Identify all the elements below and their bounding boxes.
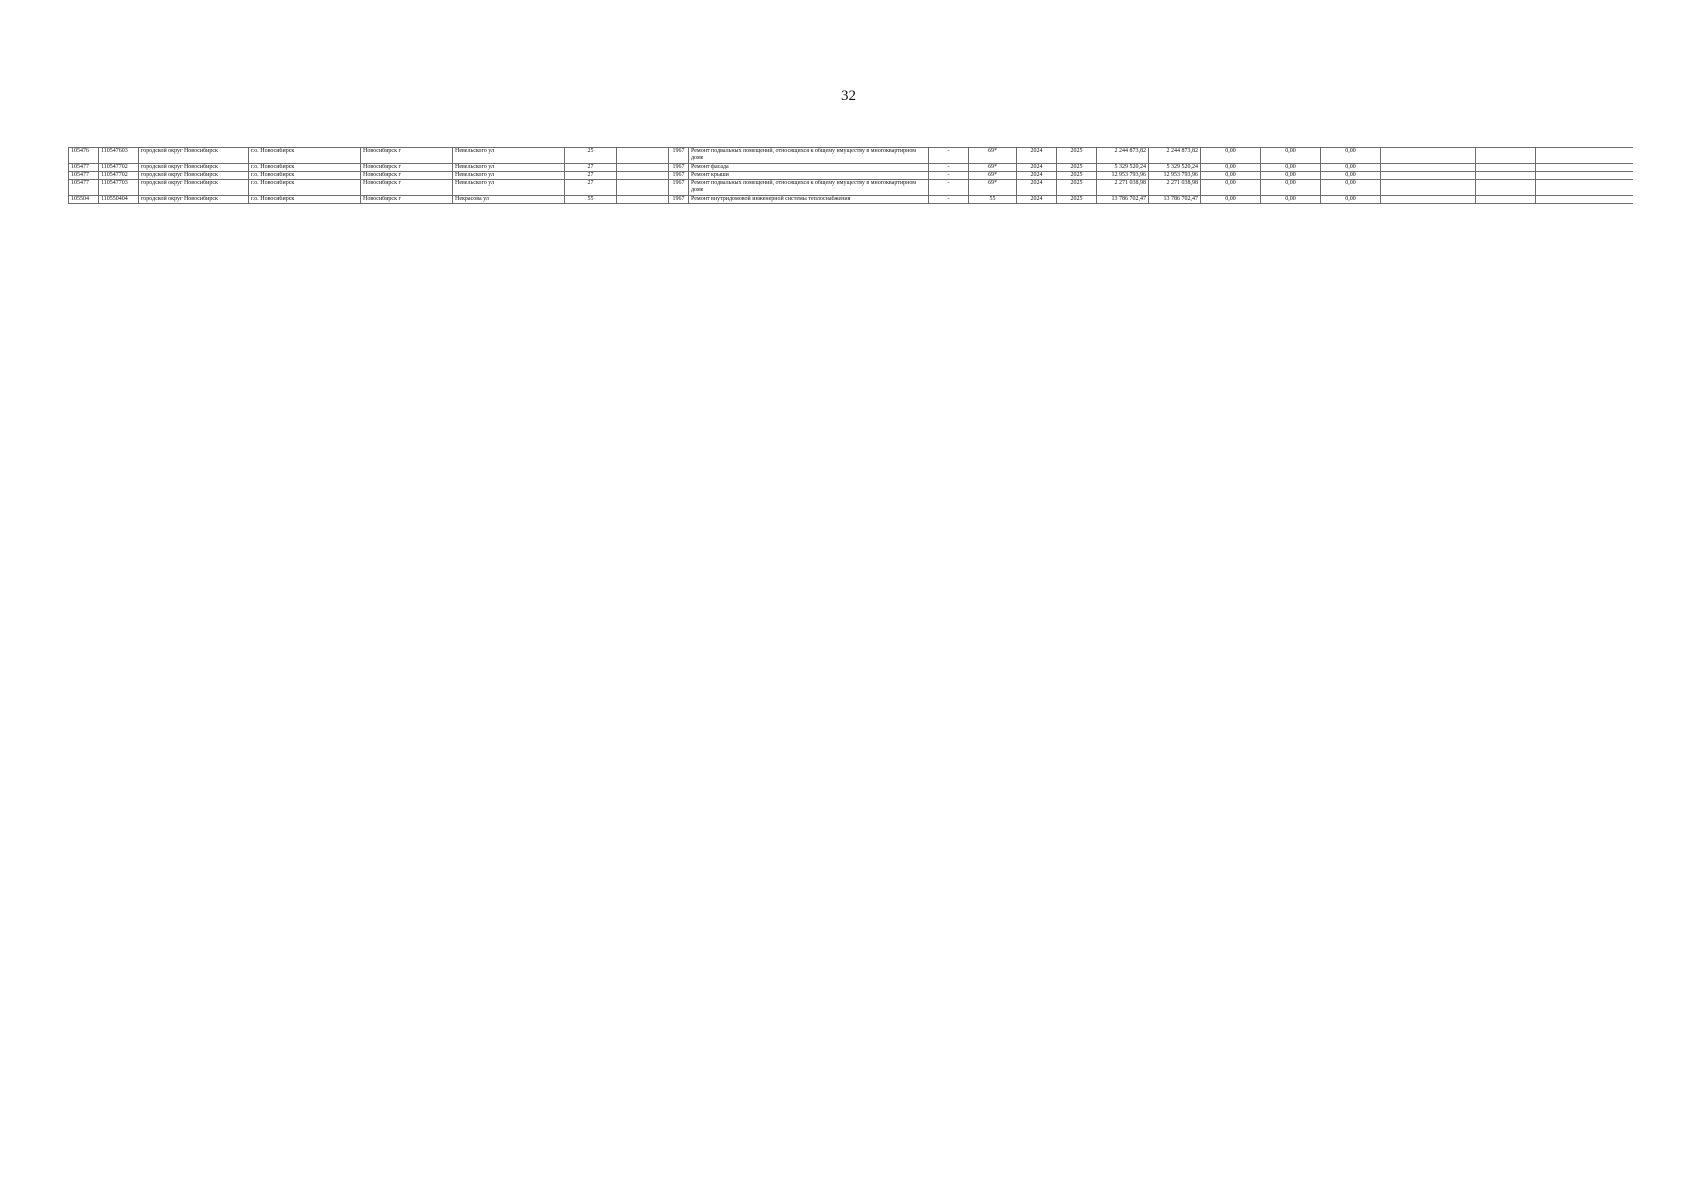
table-cell: 0,00 [1201,148,1261,164]
table-cell [1476,172,1536,180]
table-cell [1381,148,1476,164]
table-cell: 1967 [669,196,689,204]
table-cell: 2024 [1017,196,1057,204]
table-cell [1476,180,1536,196]
table-cell: - [929,172,969,180]
table-cell: 55 [565,196,617,204]
table-cell: 55 [969,196,1017,204]
table-cell: 27 [565,180,617,196]
table-cell [617,172,669,180]
table-cell: 0,00 [1201,196,1261,204]
table-cell: 5 329 520,24 [1149,164,1201,172]
table-cell: Новосибирск г [361,148,453,164]
table-cell: 0,00 [1321,172,1381,180]
table-cell: 105477 [69,164,99,172]
table-cell: 105504 [69,196,99,204]
table-cell [1476,148,1536,164]
table-cell: 1967 [669,172,689,180]
table-cell [1381,180,1476,196]
table-cell: городской округ Новосибирск [139,180,249,196]
table-cell: 2025 [1057,172,1097,180]
table-cell: г.о. Новосибирск [249,196,361,204]
table-cell: - [929,164,969,172]
table-cell: 2024 [1017,172,1057,180]
table-cell: Ремонт фасада [689,164,929,172]
table-cell [1536,196,1634,204]
table-cell: 2025 [1057,164,1097,172]
table-cell [1536,164,1634,172]
table-cell: Новосибирск г [361,196,453,204]
table-cell: городской округ Новосибирск [139,172,249,180]
table-cell: Ремонт крыши [689,172,929,180]
table-cell: городской округ Новосибирск [139,148,249,164]
table-cell [1476,164,1536,172]
table-cell [617,196,669,204]
table-cell: 2025 [1057,180,1097,196]
table-cell [1381,172,1476,180]
program-table [68,147,1633,204]
table-row [69,148,1634,164]
table-cell: 25 [565,148,617,164]
table-cell: Новосибирск г [361,172,453,180]
table-cell: 110547603 [99,148,139,164]
program-table-container [68,147,1633,1157]
table-cell: 2024 [1017,164,1057,172]
table-cell: 2 244 873,82 [1149,148,1201,164]
table-cell: 110547702 [99,172,139,180]
table-cell [1381,196,1476,204]
table-cell: 0,00 [1321,196,1381,204]
table-cell: городской округ Новосибирск [139,196,249,204]
table-cell: 12 953 793,96 [1097,172,1149,180]
page-number: 32 [841,88,856,104]
table-cell: 110547703 [99,180,139,196]
table-cell: 69* [969,148,1017,164]
table-cell: - [929,148,969,164]
table-body [69,148,1634,204]
table-cell: 1967 [669,148,689,164]
table-cell [1536,180,1634,196]
table-cell: 0,00 [1261,148,1321,164]
table-cell: 27 [565,164,617,172]
table-cell: 27 [565,172,617,180]
table-cell: 2024 [1017,148,1057,164]
table-cell: 5 329 520,24 [1097,164,1149,172]
table-cell: 1967 [669,180,689,196]
table-cell: 0,00 [1321,164,1381,172]
table-cell: 110550404 [99,196,139,204]
table-cell: 2025 [1057,196,1097,204]
table-cell: 1967 [669,164,689,172]
table-cell: 2 244 873,82 [1097,148,1149,164]
table-cell [617,164,669,172]
table-cell: Невельского ул [453,148,565,164]
table-cell: 13 786 702,47 [1149,196,1201,204]
table-cell: 0,00 [1261,164,1321,172]
table-cell: Новосибирск г [361,180,453,196]
table-cell: г.о. Новосибирск [249,180,361,196]
table-cell: Ремонт подвальных помещений, относящихся к общему имуществу в многоквартирном доме [689,148,929,164]
table-cell: Новосибирск г [361,164,453,172]
table-cell [1381,164,1476,172]
table-cell: Невельского ул [453,164,565,172]
table-cell: г.о. Новосибирск [249,148,361,164]
table-cell: г.о. Новосибирск [249,164,361,172]
table-cell: 69* [969,164,1017,172]
table-cell: 13 786 702,47 [1097,196,1149,204]
table-cell: 12 953 793,96 [1149,172,1201,180]
table-cell: 0,00 [1261,180,1321,196]
table-cell [1536,172,1634,180]
table-cell: 105477 [69,172,99,180]
table-cell [1476,196,1536,204]
table-row [69,164,1634,172]
table-cell: Ремонт подвальных помещений, относящихся к общему имуществу в многоквартирном доме [689,180,929,196]
table-cell: 2025 [1057,148,1097,164]
table-cell: - [929,196,969,204]
table-cell: г.о. Новосибирск [249,172,361,180]
table-row [69,196,1634,204]
table-cell: 110547702 [99,164,139,172]
table-cell: Невельского ул [453,172,565,180]
table-cell: - [929,180,969,196]
table-cell: 2 271 038,98 [1097,180,1149,196]
table-cell [617,180,669,196]
table-cell: 69* [969,172,1017,180]
table-cell [617,148,669,164]
table-cell: 0,00 [1321,180,1381,196]
table-cell: 0,00 [1201,164,1261,172]
table-cell: 0,00 [1201,180,1261,196]
table-cell: 0,00 [1261,172,1321,180]
table-cell: Невельского ул [453,180,565,196]
table-cell: 0,00 [1261,196,1321,204]
table-cell: городской округ Новосибирск [139,164,249,172]
table-cell: 0,00 [1201,172,1261,180]
table-cell: 105477 [69,180,99,196]
table-row [69,172,1634,180]
table-cell: 2 271 038,98 [1149,180,1201,196]
table-cell: 105476 [69,148,99,164]
table-cell [1536,148,1634,164]
table-cell: Ремонт внутридомовой инженерной системы теплоснабжения [689,196,929,204]
table-row [69,180,1634,196]
table-cell: Некрасова ул [453,196,565,204]
table-cell: 69* [969,180,1017,196]
table-cell: 2024 [1017,180,1057,196]
table-cell: 0,00 [1321,148,1381,164]
